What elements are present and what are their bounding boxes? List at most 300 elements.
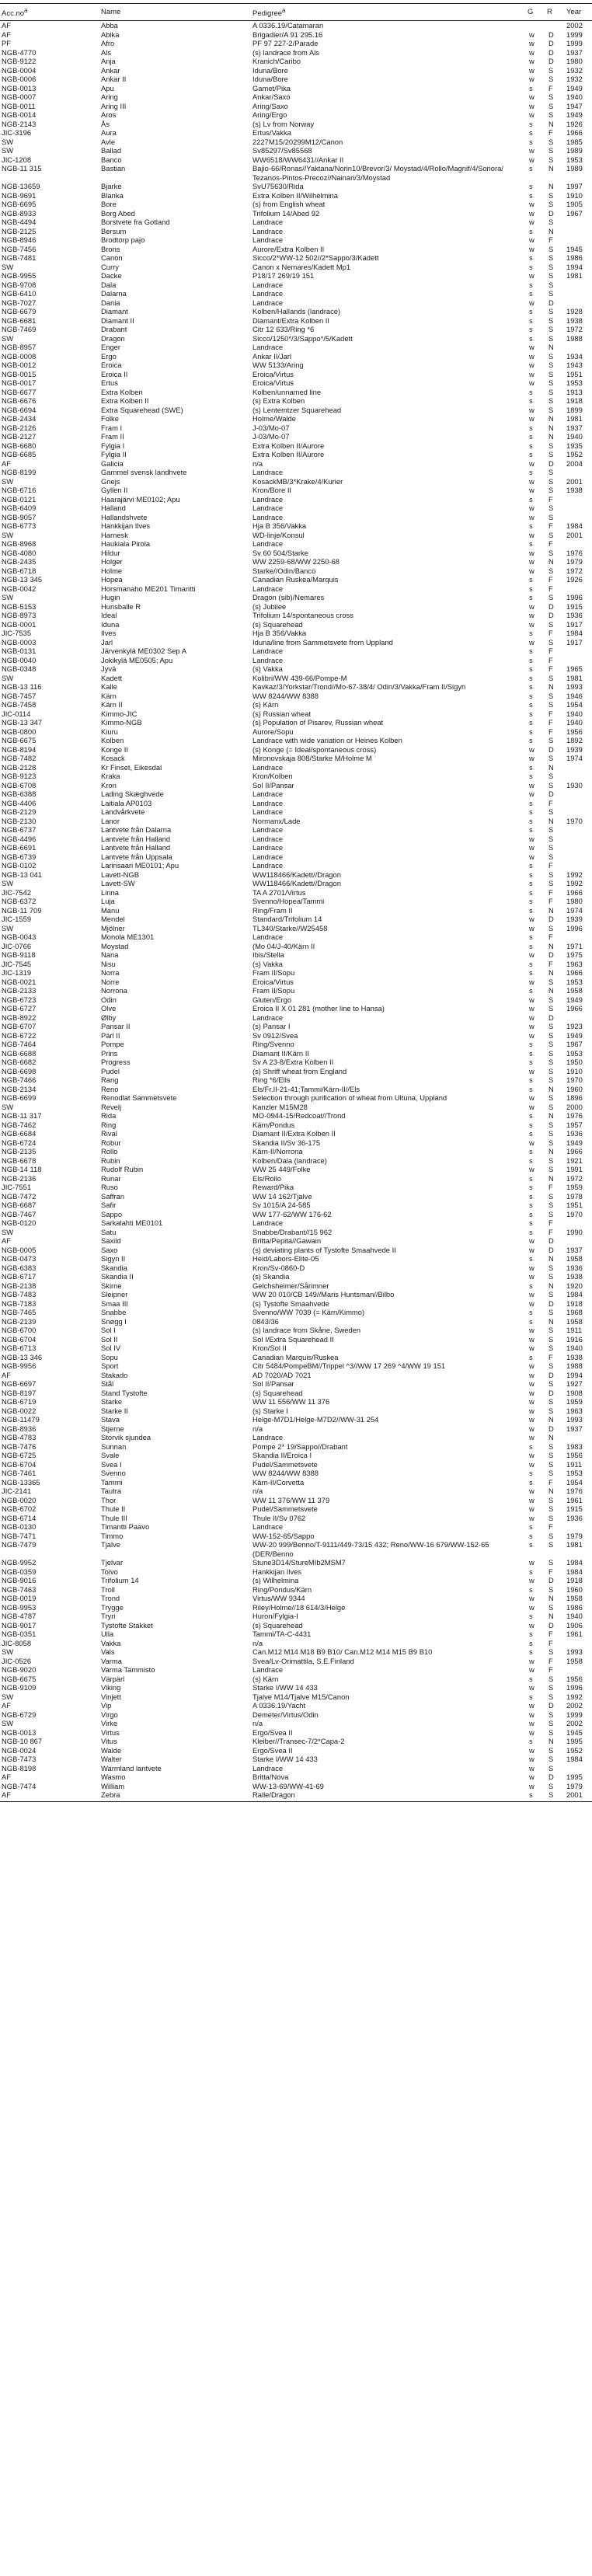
cell-acc-no: NGB-0800 xyxy=(2,727,37,736)
cell-name: Sarkalahti ME0101 xyxy=(101,1218,163,1228)
cell-acc-no: NGB-9955 xyxy=(2,271,37,281)
cell-growth-habit: s xyxy=(529,1531,533,1540)
cell-acc-no: NGB-6727 xyxy=(2,1004,37,1013)
cell-region: S xyxy=(548,977,554,986)
cell-growth-habit: s xyxy=(529,1308,533,1317)
cell-acc-no: NGB-0004 xyxy=(2,65,37,75)
cell-year: 1974 xyxy=(566,754,583,763)
cell-pedigree: (s) Lentemtzer Squarehead xyxy=(252,405,342,414)
cell-year xyxy=(565,932,592,942)
cell-year xyxy=(565,1639,592,1648)
table-row xyxy=(0,602,592,612)
cell-pedigree: Iduna/line from Sammetsvete from Uppland xyxy=(252,637,393,647)
cell-year xyxy=(565,1013,592,1023)
cell-name: Tjalve xyxy=(101,1540,121,1549)
cell-pedigree: Landrace xyxy=(252,825,284,835)
cell-pedigree: Sicco/1250*/3/Sappo*/5/Kadett xyxy=(252,333,353,343)
cell-year: 1918 xyxy=(566,396,583,406)
cell-year: 1915 xyxy=(566,601,583,611)
cell-pedigree: Britta/Nova xyxy=(252,1773,289,1782)
table-row xyxy=(0,1532,592,1541)
cell-region: S xyxy=(548,378,554,388)
cell-region: F xyxy=(548,584,553,593)
cell-pedigree: WW 5133/Aring xyxy=(252,361,304,370)
cell-growth-habit: s xyxy=(529,879,533,888)
cell-region: S xyxy=(548,387,554,396)
cell-region: S xyxy=(548,146,554,155)
cell-acc-no: NGB-9123 xyxy=(2,772,37,781)
cell-year: 1951 xyxy=(566,369,583,378)
cell-name: Norra xyxy=(101,968,120,978)
cell-region: S xyxy=(548,566,554,575)
cell-pedigree: Trifolium 14/spontaneous cross xyxy=(252,611,353,620)
table-row xyxy=(0,1335,592,1344)
table-row xyxy=(0,388,592,397)
cell-year: 1995 xyxy=(566,1773,583,1782)
cell-growth-habit: w xyxy=(529,458,535,468)
cell-pedigree: Bajio-66/Ronas//Yaktana/Norin10/Brevor/3/ Moystad/4/Rollo/Magnif/4/Sonora/ Tezanos-Pintos-Precoz//Nainari/3/Moystad xyxy=(252,164,503,182)
cell-growth-habit: w xyxy=(529,65,535,75)
cell-pedigree: Thule II/Sv 0762 xyxy=(252,1513,306,1522)
table-row xyxy=(0,1630,592,1639)
cell-pedigree: Landrace xyxy=(252,343,284,352)
cell-region: S xyxy=(548,271,554,281)
cell-region: F xyxy=(548,655,553,664)
table-row xyxy=(0,1567,592,1577)
cell-acc-no: NGB-6698 xyxy=(2,1066,37,1075)
table-row xyxy=(0,692,592,701)
cell-year: 1953 xyxy=(566,378,583,388)
cell-region: S xyxy=(548,512,554,521)
table-row xyxy=(0,664,592,674)
cell-name: Lantvete från Halland xyxy=(101,843,171,852)
cell-name: Troll xyxy=(101,1584,115,1594)
cell-region: N xyxy=(548,226,554,235)
cell-acc-no: JIC-7551 xyxy=(2,1183,32,1192)
cell-region: F xyxy=(548,897,553,906)
cell-name: Aros xyxy=(101,110,117,120)
cell-growth-habit: s xyxy=(529,1075,533,1085)
cell-name: Galicia xyxy=(101,458,124,468)
cell-name: Lantvete från Dalarna xyxy=(101,825,172,835)
cell-acc-no: SW xyxy=(2,476,14,486)
cell-growth-habit: s xyxy=(529,387,533,396)
table-row xyxy=(0,1031,592,1041)
cell-region: F xyxy=(548,494,553,504)
table-row xyxy=(0,1389,592,1398)
cell-growth-habit: w xyxy=(529,405,535,414)
cell-year: 1949 xyxy=(566,1030,583,1040)
cell-year: 1899 xyxy=(566,405,583,414)
cell-name: Rang xyxy=(101,1075,119,1085)
cell-growth-habit: w xyxy=(529,512,535,521)
cell-year: 1967 xyxy=(566,1040,583,1049)
table-row xyxy=(0,495,592,504)
cell-region: S xyxy=(548,1048,554,1058)
cell-year xyxy=(565,763,592,772)
cell-acc-no: NGB-6410 xyxy=(2,289,37,298)
table-row xyxy=(0,1049,592,1058)
cell-name: Sol II xyxy=(101,1334,118,1344)
cell-acc-no: AF xyxy=(0,1790,99,1801)
cell-year: 1958 xyxy=(566,1254,583,1264)
cell-acc-no: NGB-8933 xyxy=(2,208,37,218)
cell-pedigree: Landrace xyxy=(252,790,284,799)
cell-growth-habit: s xyxy=(529,1638,533,1647)
cell-name: Hopea xyxy=(101,575,123,584)
cell-pedigree: Gluten/Ergo xyxy=(252,995,292,1004)
cell-region: S xyxy=(548,879,554,888)
cell-pedigree: Skandia II/Sv 36-175 xyxy=(252,1138,321,1147)
cell-acc-no: NGB-13 041 xyxy=(2,870,43,879)
cell-year: 1975 xyxy=(566,950,583,960)
cell-acc-no: JIC-1559 xyxy=(2,915,32,924)
table-row xyxy=(0,584,592,594)
table-row xyxy=(0,843,592,852)
table-row xyxy=(0,835,592,844)
cell-growth-habit: w xyxy=(529,486,535,495)
cell-acc-no: NGB-2143 xyxy=(2,119,37,128)
cell-year: 1993 xyxy=(566,1647,583,1657)
cell-pedigree: PF 97 227-2/Parade xyxy=(252,39,319,48)
cell-region: F xyxy=(548,709,553,718)
cell-region: N xyxy=(548,1173,554,1183)
cell-acc-no: NGB-2138 xyxy=(2,1281,37,1290)
table-row xyxy=(0,924,592,933)
cell-growth-habit: s xyxy=(529,664,533,674)
table-row xyxy=(0,995,592,1005)
cell-year: 1945 xyxy=(566,244,583,253)
cell-pedigree: 2227M15/20299M12/Canon xyxy=(252,137,343,146)
cell-growth-habit: w xyxy=(529,218,535,227)
cell-year: 1911 xyxy=(566,1459,583,1469)
cell-region: F xyxy=(548,1567,553,1576)
cell-year: 1936 xyxy=(566,1513,583,1522)
cell-acc-no: NGB-2130 xyxy=(2,816,37,825)
cell-acc-no: NGB-6714 xyxy=(2,1513,37,1522)
cell-growth-habit: s xyxy=(529,593,533,602)
cell-pedigree: Hja B 356/Vakka xyxy=(252,521,307,531)
cell-name: Lavett-SW xyxy=(101,879,135,888)
cell-name: Rival xyxy=(101,1129,117,1138)
cell-pedigree: WW-20 999/Benno/T-9111/449-73/15 432; Reno/WW-16 679/WW-152-65 (DER/Benno xyxy=(252,1540,489,1558)
cell-year: 1953 xyxy=(566,977,583,986)
table-row xyxy=(0,1254,592,1264)
cell-region: S xyxy=(548,92,554,102)
cell-name: Revelj xyxy=(101,1102,122,1111)
cell-name: Afro xyxy=(101,39,115,48)
cell-acc-no: NGB-0043 xyxy=(2,932,37,942)
cell-region: N xyxy=(548,1316,554,1326)
cell-region: S xyxy=(548,1683,554,1692)
cell-year: 1999 xyxy=(566,39,583,48)
cell-pedigree: J-03/Mo-07 xyxy=(252,432,290,441)
cell-year xyxy=(565,799,592,808)
cell-region: S xyxy=(548,995,554,1004)
cell-region: S xyxy=(548,1030,554,1040)
cell-pedigree: Stune3D14/StureMIb2MSM7 xyxy=(252,1558,346,1567)
cell-region: S xyxy=(548,1451,554,1460)
cell-year: 1953 xyxy=(566,1048,583,1058)
table-row xyxy=(0,370,592,379)
cell-growth-habit: w xyxy=(529,1701,535,1710)
table-row xyxy=(0,361,592,370)
table-row xyxy=(0,120,592,129)
cell-growth-habit: w xyxy=(529,1487,535,1496)
cell-acc-no: NGB-7465 xyxy=(2,1308,37,1317)
cell-region: F xyxy=(548,798,553,807)
cell-region: F xyxy=(548,887,553,897)
cell-region: F xyxy=(548,235,553,245)
cell-year: 1938 xyxy=(566,315,583,325)
cell-name: Nisu xyxy=(101,959,116,968)
cell-acc-no: NGB-8957 xyxy=(2,343,37,352)
cell-region: D xyxy=(548,1773,554,1782)
cell-acc-no: NGB-0130 xyxy=(2,1522,37,1532)
table-row xyxy=(0,611,592,620)
cell-region: N xyxy=(548,1254,554,1264)
cell-region: N xyxy=(548,414,554,424)
cell-growth-habit: s xyxy=(529,691,533,700)
cell-name: Ruso xyxy=(101,1183,118,1192)
cell-region: D xyxy=(548,1576,554,1585)
cell-growth-habit: s xyxy=(529,1120,533,1129)
cell-growth-habit: s xyxy=(529,905,533,915)
cell-year: 1920 xyxy=(566,1281,583,1290)
cell-year xyxy=(565,772,592,781)
cell-region: F xyxy=(548,1218,553,1228)
cell-year: 1961 xyxy=(566,1630,583,1639)
cell-region: S xyxy=(548,1379,554,1389)
cell-growth-habit: s xyxy=(529,1522,533,1532)
cell-region: F xyxy=(548,83,553,92)
cell-region: S xyxy=(548,780,554,790)
cell-region: S xyxy=(548,754,554,763)
cell-pedigree: WW 11 376/WW 11 379 xyxy=(252,1495,330,1504)
cell-region: N xyxy=(548,164,554,173)
cell-acc-no: JIC-0766 xyxy=(2,941,32,950)
cell-acc-no: NGB-6722 xyxy=(2,1030,37,1040)
cell-growth-habit: s xyxy=(529,1441,533,1451)
cell-pedigree: Standard/Trifolium 14 xyxy=(252,915,322,924)
table-row xyxy=(0,66,592,75)
cell-name: Varma Tammisto xyxy=(101,1665,155,1675)
table-row xyxy=(0,1353,592,1362)
cell-name: Banco xyxy=(101,155,122,164)
cell-acc-no: NGB-9109 xyxy=(2,1683,37,1692)
table-row xyxy=(0,1782,592,1791)
cell-year xyxy=(565,539,592,549)
cell-acc-no: NGB-0008 xyxy=(2,351,37,361)
cell-year: 1953 xyxy=(566,155,583,164)
cell-region: S xyxy=(548,1692,554,1701)
cell-acc-no: SW xyxy=(2,923,14,932)
cell-year: 1983 xyxy=(566,1441,583,1451)
cell-acc-no: AF xyxy=(2,21,11,30)
cell-growth-habit: w xyxy=(529,1326,535,1335)
cell-name: Satu xyxy=(101,1227,117,1236)
cell-growth-habit: s xyxy=(529,861,533,870)
cell-acc-no: SW xyxy=(2,1692,14,1701)
cell-acc-no: SW xyxy=(2,146,14,155)
cell-name: Svenno xyxy=(101,1469,126,1478)
cell-year: 1958 xyxy=(566,1316,583,1326)
table-row xyxy=(0,155,592,165)
cell-growth-habit: s xyxy=(529,190,533,200)
cell-year xyxy=(565,1522,592,1532)
cell-region: S xyxy=(548,1201,554,1210)
cell-growth-habit: w xyxy=(529,1272,535,1281)
cell-year: 1937 xyxy=(566,1424,583,1433)
cell-growth-habit: w xyxy=(529,1513,535,1522)
table-row xyxy=(0,960,592,969)
cell-year: 1927 xyxy=(566,1379,583,1389)
table-row xyxy=(0,521,592,531)
cell-growth-habit: w xyxy=(529,1594,535,1603)
cell-growth-habit: w xyxy=(529,244,535,253)
cell-acc-no: NGB-6675 xyxy=(2,1674,37,1683)
cell-name: Manu xyxy=(101,905,120,915)
cell-growth-habit: s xyxy=(529,887,533,897)
cell-acc-no: NGB-0012 xyxy=(2,361,37,370)
cell-growth-habit: s xyxy=(529,1183,533,1192)
cell-acc-no: AF xyxy=(2,458,11,468)
column-header-acc: $Acc.no^a$ xyxy=(0,4,99,21)
cell-year: 1926 xyxy=(566,575,583,584)
cell-growth-habit: s xyxy=(529,584,533,593)
cell-year: 1986 xyxy=(566,253,583,263)
cell-pedigree: WW118466/Kadett//Dragon xyxy=(252,870,341,879)
cell-growth-habit: s xyxy=(529,1040,533,1049)
table-row xyxy=(0,1764,592,1773)
table-row xyxy=(0,396,592,406)
cell-region: S xyxy=(548,1397,554,1407)
cell-name: Ballad xyxy=(101,146,122,155)
cell-year: 1949 xyxy=(566,1138,583,1147)
cell-pedigree: Landrace xyxy=(252,280,284,289)
cell-pedigree: WW6518/WW6431//Ankar II xyxy=(252,155,344,164)
cell-acc-no: AF xyxy=(2,1236,11,1246)
table-row xyxy=(0,897,592,906)
cell-name: Kalle xyxy=(101,682,117,692)
table-row xyxy=(0,1058,592,1067)
cell-growth-habit: s xyxy=(529,1147,533,1156)
cell-name: Virtus xyxy=(101,1727,120,1737)
cell-pedigree: Kärn-II/Norrona xyxy=(252,1147,303,1156)
cell-acc-no: NGB-4494 xyxy=(2,218,37,227)
cell-region: N xyxy=(548,1084,554,1093)
cell-growth-habit: s xyxy=(529,798,533,807)
cell-growth-habit: s xyxy=(529,1156,533,1165)
cell-region: F xyxy=(548,539,553,549)
cell-region: S xyxy=(548,1165,554,1174)
cell-growth-habit: w xyxy=(529,744,535,754)
cell-year: 1996 xyxy=(566,1683,583,1692)
table-row xyxy=(0,1299,592,1309)
cell-growth-habit: w xyxy=(529,1781,535,1790)
cell-pedigree: (s) from English wheat xyxy=(252,200,326,209)
cell-acc-no: NGB-13 345 xyxy=(2,575,43,584)
cell-region: F xyxy=(548,1477,553,1487)
cell-pedigree: Ring/Pondus/Kärn xyxy=(252,1584,312,1594)
table-row xyxy=(0,1657,592,1666)
cell-name: Viking xyxy=(101,1683,121,1692)
cell-region: S xyxy=(548,1459,554,1469)
table-row xyxy=(0,1138,592,1148)
cell-year: 1892 xyxy=(566,736,583,745)
cell-region: F xyxy=(548,1638,553,1647)
cell-growth-habit: s xyxy=(529,119,533,128)
cell-region: S xyxy=(548,691,554,700)
cell-year: 1993 xyxy=(566,1415,583,1424)
cell-pedigree: Landrace xyxy=(252,539,284,549)
cell-name: Fram I xyxy=(101,423,123,432)
cell-pedigree: WW-13-69/WW-41-69 xyxy=(252,1781,324,1790)
cell-pedigree: Sol I/Extra Squarehead II xyxy=(252,1334,334,1344)
cell-name: Enger xyxy=(101,343,121,352)
cell-pedigree: Landrace xyxy=(252,584,284,593)
table-row xyxy=(0,513,592,522)
cell-name: Curry xyxy=(101,262,119,271)
table-row xyxy=(0,968,592,978)
cell-name: Aring III xyxy=(101,101,127,110)
cell-region: S xyxy=(548,441,554,450)
cell-pedigree: WD-linje/Konsul xyxy=(252,530,305,539)
table-row xyxy=(0,182,592,191)
cell-acc-no: NGB-6719 xyxy=(2,1397,37,1407)
cell-year: 1896 xyxy=(566,1093,583,1103)
cell-region: S xyxy=(548,110,554,120)
cell-name: Skandia II xyxy=(101,1272,134,1281)
cell-acc-no: AF xyxy=(2,1370,11,1379)
cell-pedigree: Ibis/Stella xyxy=(252,950,284,960)
table-row xyxy=(0,343,592,352)
cell-acc-no: NGB-7458 xyxy=(2,700,37,709)
cell-acc-no: NGB-2127 xyxy=(2,432,37,441)
cell-name: Trifolium 14 xyxy=(101,1576,139,1585)
cell-name: Ertus xyxy=(101,378,118,388)
cell-name: Blanka xyxy=(101,190,124,200)
cell-growth-habit: w xyxy=(529,1745,535,1755)
cell-growth-habit: s xyxy=(529,1084,533,1093)
cell-name: Dacke xyxy=(101,271,122,281)
cell-name: Kadett xyxy=(101,673,123,682)
cell-acc-no: JIC-3196 xyxy=(2,128,32,138)
cell-growth-habit: s xyxy=(526,1790,545,1801)
cell-year: 1937 xyxy=(566,423,583,432)
cell-name: Kärn xyxy=(101,691,117,700)
table-row xyxy=(0,191,592,200)
cell-acc-no: JIC-8058 xyxy=(2,1638,32,1647)
cell-acc-no: JIC-0526 xyxy=(2,1656,32,1665)
cell-acc-no: NGB-8973 xyxy=(2,611,37,620)
cell-acc-no: SW xyxy=(2,1227,14,1236)
cell-acc-no: NGB-2434 xyxy=(2,414,37,424)
table-row xyxy=(0,1317,592,1326)
cell-region: F xyxy=(548,1656,553,1665)
cell-acc-no: NGB-9057 xyxy=(2,512,37,521)
cell-name: Nana xyxy=(101,950,119,960)
table-row xyxy=(0,128,592,138)
table-row xyxy=(0,1460,592,1469)
table-row xyxy=(0,209,592,218)
table-row xyxy=(0,1361,592,1371)
cell-region: N xyxy=(548,1281,554,1290)
cell-year: 1917 xyxy=(566,619,583,629)
cell-acc-no: AF xyxy=(2,30,11,39)
cell-pedigree: (s) Population of Pisarev, Russian wheat xyxy=(252,718,384,727)
cell-acc-no: AF xyxy=(2,1701,11,1710)
